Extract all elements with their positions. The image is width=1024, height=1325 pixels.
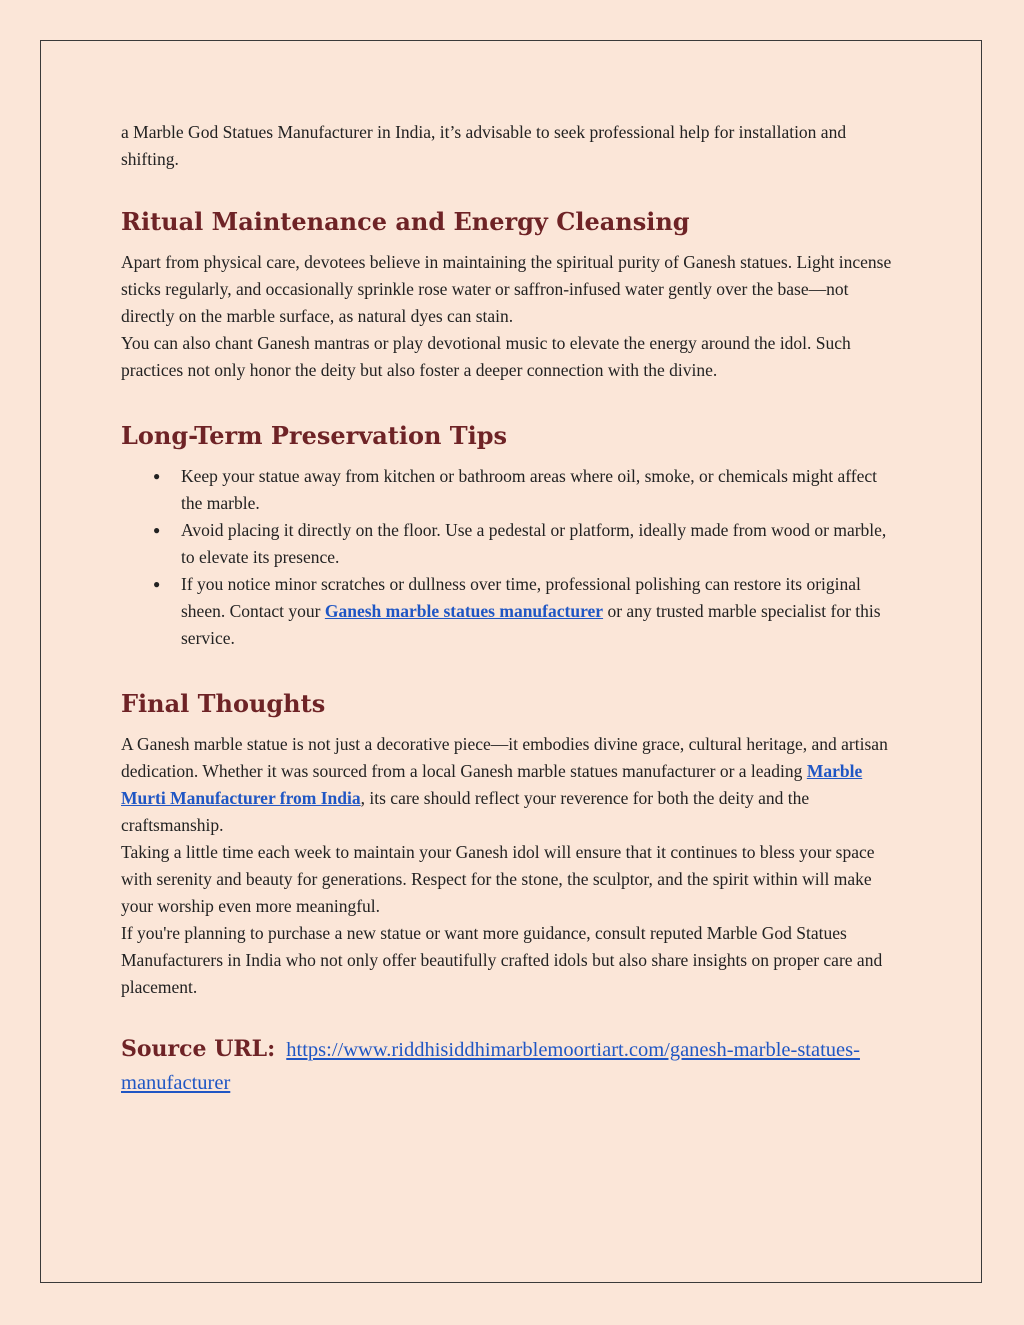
list-item-text-before-link: If you notice minor scratches or dullness over time, professional polishing can restore its original sheen. Contact your (181, 574, 861, 621)
list-item-text: Avoid placing it directly on the floor. Use a pedestal or platform, ideally made from wood or marble, to elevate its presence. (181, 520, 887, 567)
preservation-tips-list (121, 463, 901, 652)
source-url-link[interactable]: https://www.riddhisiddhimarblemoortiart.com/ganesh-marble-statues-manufacturer (121, 1039, 860, 1094)
heading-long-term-preservation: Long-Term Preservation Tips (121, 421, 508, 450)
source-line (121, 1033, 901, 1099)
list-item-text-after-link: or any trusted marble specialist for this service. (181, 601, 881, 648)
final-text-after-link: , its care should reflect your reverence for both the deity and the craftsmanship. (121, 788, 810, 835)
source-label: Source URL: (121, 1036, 276, 1062)
final-paragraph-1 (121, 731, 901, 839)
list-item (121, 463, 901, 517)
final-paragraph-2: Taking a little time each week to maintain your Ganesh idol will ensure that it continues to bless your space with serenity and beauty for generations. Respect for the stone, the sculptor, and the spirit within will make your worship even more meaningful. (121, 842, 875, 916)
ganesh-manufacturer-link[interactable]: Ganesh marble statues manufacturer (324, 601, 604, 621)
bullet-icon: ● (153, 469, 161, 483)
list-item-text: Keep your statue away from kitchen or bathroom areas where oil, smoke, or chemicals might affect the marble. (181, 466, 878, 513)
ritual-paragraph-1: Apart from physical care, devotees believe in maintaining the spiritual purity of Ganesh statues. Light incense sticks regularly, and occasionally sprinkle rose water or saffron-infused water gently over the base—not directly on the marble surface, as natural dyes can stain. (121, 252, 892, 326)
bullet-icon: ● (153, 577, 161, 591)
final-paragraph-3: If you're planning to purchase a new statue or want more guidance, consult reputed Marble God Statues Manufacturers in India who not only offer beautifully crafted idols but also share insights on proper care and placement. (121, 923, 883, 997)
list-item (121, 571, 901, 652)
document-page (40, 40, 982, 1283)
intro-paragraph: a Marble God Statues Manufacturer in India, it’s advisable to seek professional help for installation and shifting. (121, 122, 847, 169)
list-item (121, 517, 901, 571)
final-text-before-link: A Ganesh marble statue is not just a decorative piece—it embodies divine grace, cultural heritage, and artisan dedication. Whether it was sourced from a local Ganesh marble statues manufacturer or a leading (121, 734, 888, 781)
ritual-paragraph-2: You can also chant Ganesh mantras or play devotional music to elevate the energy around the idol. Such practices not only honor the deity but also foster a deeper connection with the divine. (121, 333, 851, 380)
heading-ritual-maintenance: Ritual Maintenance and Energy Cleansing (121, 207, 690, 236)
marble-murti-manufacturer-link[interactable]: Marble Murti Manufacturer from India (121, 761, 863, 808)
page-content (121, 119, 901, 1099)
heading-final-thoughts: Final Thoughts (121, 689, 326, 718)
bullet-icon: ● (153, 523, 161, 537)
